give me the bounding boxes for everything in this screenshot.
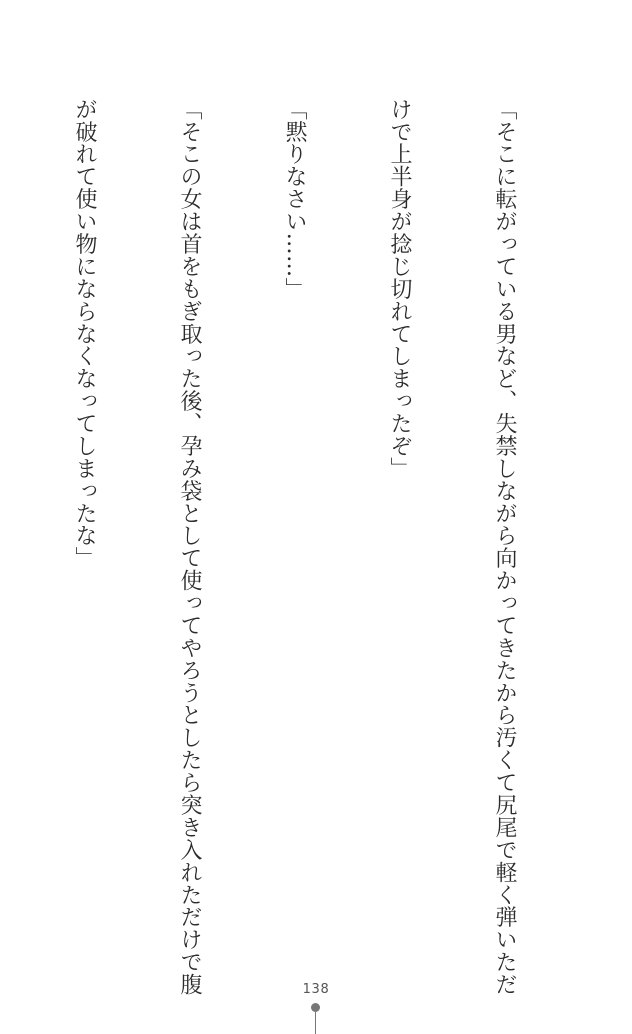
text-column: 「そこの女は首をもぎ取った後、孕み袋として使ってやろうとしたら突き入れただけで腹 (177, 98, 202, 996)
text-column: 「そこに転がっている男など、失禁しながら向かってきたから汚くて尻尾で軽く弾いただ (492, 98, 517, 996)
folio-line-ornament (315, 1012, 316, 1034)
text-column: けで上半身が捻じ切れてしまったぞ」 (387, 98, 412, 480)
folio-dot-ornament (311, 1003, 320, 1012)
text-column: 「黙りなさい……」 (282, 98, 307, 300)
text-column: が破れて使い物にならなくなってしまったな」 (72, 98, 97, 570)
page-number: 138 (302, 982, 330, 997)
